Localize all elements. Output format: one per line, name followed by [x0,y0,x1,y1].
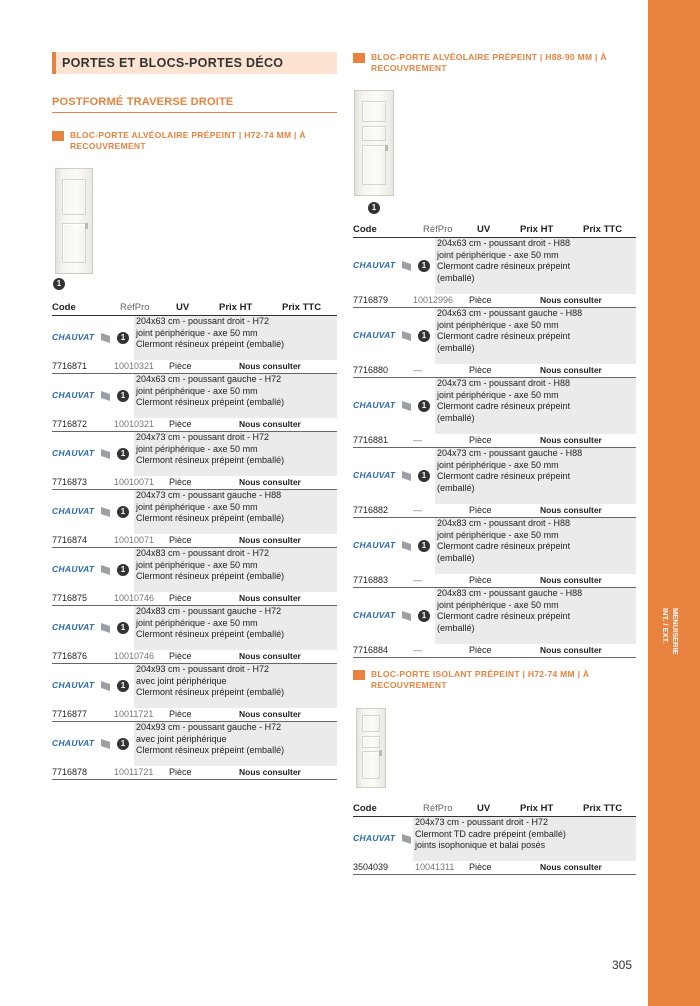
product-code: 7716882 [353,505,389,515]
table-row [52,316,337,374]
chauvat-logo [353,609,411,623]
product-code: 7716872 [52,419,88,429]
brand-name: CHAUVAT [353,470,396,480]
unit: Pièce [169,477,192,487]
table-row [353,378,636,448]
product-code: 7716884 [353,645,389,655]
header-ref: RéfPro [423,224,453,235]
description-line: (emballé) [437,342,475,353]
description-line: joint périphérique - axe 50 mm [136,327,258,338]
brand-name: CHAUVAT [52,506,95,516]
product-description [435,448,636,504]
row-meta [353,364,636,378]
description-line: Clermont résineux prépeint (emballé) [136,745,285,755]
price-value: Nous consulter [540,505,602,515]
header-prix-ht: Prix HT [520,224,554,235]
ref-pro: — [413,505,422,515]
chauvat-logo [52,679,110,693]
item-number-badge: 1 [117,680,129,692]
image-badge: 1 [53,278,65,290]
chauvat-logo [353,259,411,273]
description-line: joint périphérique - axe 50 mm [136,385,258,396]
product-table-right-bottom [353,801,636,875]
brand-name: CHAUVAT [353,833,396,843]
product-description [134,722,337,766]
chauvat-logo [353,539,411,553]
description-line: 204x93 cm - poussant gauche - H72 [136,722,282,732]
row-meta [52,476,337,490]
brand-name: CHAUVAT [52,680,95,690]
unit: Pièce [469,575,492,585]
brand-flag-icon [402,611,411,621]
table-row [353,308,636,378]
table-body [353,238,636,658]
section-heading-left [52,130,337,152]
product-code: 7716879 [353,295,389,305]
heading-square-icon [52,131,64,141]
door-image [55,168,93,274]
table-row [353,817,636,875]
row-meta [353,294,636,308]
description-line: 204x63 cm - poussant droit - H72 [136,316,270,326]
brand-flag-icon [101,739,110,749]
brand-flag-icon [402,331,411,341]
product-code: 7716880 [353,365,389,375]
description-line: 204x73 cm - poussant droit - H72 [136,432,270,442]
table-body [52,316,337,780]
product-description [134,432,337,476]
product-code: 7716881 [353,435,389,445]
item-number-badge: 1 [117,332,129,344]
item-number-badge: 1 [117,564,129,576]
item-number-badge: 1 [418,330,430,342]
ref-pro: — [413,435,422,445]
ref-pro: — [413,645,422,655]
header-ref: RéfPro [120,302,150,313]
description-line: Clermont cadre résineux prépeint [437,401,571,411]
chauvat-logo [52,563,110,577]
description-line: 204x83 cm - poussant gauche - H88 [437,588,583,598]
header-uv: UV [176,302,190,313]
brand-flag-icon [101,391,110,401]
ref-pro: — [413,575,422,585]
row-meta [52,534,337,548]
product-table-left [52,300,337,780]
table-header [52,300,337,316]
unit: Pièce [169,593,192,603]
brand-name: CHAUVAT [353,260,396,270]
brand-name: CHAUVAT [353,400,396,410]
unit: Pièce [469,435,492,445]
header-code: Code [353,803,377,814]
item-number-badge: 1 [117,390,129,402]
description-line: Clermont résineux prépeint (emballé) [136,687,285,697]
description-line: Clermont cadre résineux prépeint [437,611,571,621]
table-header [353,801,636,817]
description-line: joint périphérique - axe 50 mm [437,389,559,400]
description-line: (emballé) [437,622,475,633]
item-number-badge: 1 [418,610,430,622]
brand-name: CHAUVAT [52,622,95,632]
description-line: Clermont résineux prépeint (emballé) [136,455,285,465]
description-line: Clermont résineux prépeint (emballé) [136,629,285,639]
chauvat-logo [353,832,411,846]
brand-flag-icon [101,449,110,459]
description-line: joint périphérique - axe 50 mm [437,599,559,610]
ref-pro: — [413,365,422,375]
unit: Pièce [169,535,192,545]
price-value: Nous consulter [239,361,301,371]
chauvat-logo [52,505,110,519]
side-tab-line-1: MENUISERIE [671,608,680,655]
row-meta [353,574,636,588]
product-description [435,588,636,644]
description-line: joint périphérique - axe 50 mm [136,559,258,570]
price-value: Nous consulter [239,535,301,545]
ref-pro: 10010071 [114,535,155,545]
header-prix-ttc: Prix TTC [282,302,322,313]
table-row [52,606,337,664]
item-number-badge: 1 [418,260,430,272]
header-uv: UV [477,224,491,235]
table-row [52,432,337,490]
brand-name: CHAUVAT [353,540,396,550]
product-description [134,606,337,650]
table-header [353,222,636,238]
table-row [52,664,337,722]
ref-pro: 10041311 [415,862,455,872]
header-code: Code [52,302,76,313]
description-line: Clermont cadre résineux prépeint [437,331,571,341]
brand-name: CHAUVAT [52,564,95,574]
heading-line-1: BLOC-PORTE ALVÉOLAIRE PRÉPEINT | H88-90 MM | À [371,52,607,62]
brand-flag-icon [101,681,110,691]
unit: Pièce [169,651,192,661]
product-description [134,374,337,418]
ref-pro: 10012996 [413,295,454,305]
price-value: Nous consulter [540,645,602,655]
header-code: Code [353,224,377,235]
ref-pro: 10011721 [114,767,154,777]
product-table-right-top [353,222,636,658]
brand-name: CHAUVAT [52,448,95,458]
ref-pro: 10010746 [114,651,155,661]
ref-pro: 10010321 [114,361,155,371]
product-code: 7716874 [52,535,88,545]
page-title: PORTES ET BLOCS-PORTES DÉCO [52,52,337,74]
header-prix-ttc: Prix TTC [583,803,623,814]
item-number-badge: 1 [418,400,430,412]
description-line: Clermont résineux prépeint (emballé) [136,339,285,349]
description-line: joint périphérique - axe 50 mm [437,249,559,260]
side-tab [648,0,700,1006]
row-meta [52,766,337,780]
brand-flag-icon [402,834,411,844]
section-heading-right-top [353,52,636,74]
unit: Pièce [469,505,492,515]
chauvat-logo [353,469,411,483]
table-row [353,588,636,658]
description-line: joint périphérique - axe 50 mm [136,617,258,628]
description-line: (emballé) [437,412,475,423]
brand-name: CHAUVAT [353,330,396,340]
price-value: Nous consulter [540,575,602,585]
heading-line-1: BLOC-PORTE ALVÉOLAIRE PRÉPEINT | H72-74 MM | À [70,130,306,140]
description-line: 204x63 cm - poussant gauche - H72 [136,374,282,384]
brand-flag-icon [402,541,411,551]
description-line: Clermont résineux prépeint (emballé) [136,397,285,407]
brand-flag-icon [101,565,110,575]
chauvat-logo [353,329,411,343]
heading-square-icon [353,670,365,680]
price-value: Nous consulter [239,651,301,661]
section-heading-right-bottom [353,669,636,691]
chauvat-logo [52,389,110,403]
chauvat-logo [52,737,110,751]
unit: Pièce [169,709,192,719]
door-image [354,90,394,196]
description-line: Clermont résineux prépeint (emballé) [136,571,285,581]
side-tab-line-2: INT. / EXT. [661,608,670,644]
description-line: 204x73 cm - poussant droit - H88 [437,378,571,388]
brand-flag-icon [402,401,411,411]
description-line: 204x83 cm - poussant droit - H88 [437,518,571,528]
row-meta [52,592,337,606]
description-line: Clermont cadre résineux prépeint [437,541,571,551]
image-badge: 1 [368,202,380,214]
table-row [353,238,636,308]
description-line: Clermont TD cadre prépeint (emballé) [415,828,566,839]
description-line: joints isophonique et balai posés [415,840,546,850]
product-code: 7716878 [52,767,88,777]
row-meta [52,650,337,664]
header-prix-ht: Prix HT [520,803,554,814]
brand-flag-icon [101,623,110,633]
description-line: (emballé) [437,272,475,283]
page-number: 305 [612,958,633,972]
unit: Pièce [469,645,492,655]
product-description [435,518,636,574]
product-description [134,548,337,592]
description-line: joint périphérique - axe 50 mm [437,319,559,330]
brand-name: CHAUVAT [52,390,95,400]
description-line: Clermont cadre résineux prépeint [437,261,571,271]
price-value: Nous consulter [540,295,602,305]
description-line: 204x73 cm - poussant gauche - H88 [437,448,583,458]
description-line: (emballé) [437,482,475,493]
item-number-badge: 1 [117,622,129,634]
brand-name: CHAUVAT [52,332,95,342]
unit: Pièce [169,767,192,777]
brand-name: CHAUVAT [52,738,95,748]
row-meta [52,708,337,722]
table-row [353,448,636,518]
price-value: Nous consulter [239,709,301,719]
product-description [134,664,337,708]
brand-flag-icon [402,261,411,271]
chauvat-logo [52,331,110,345]
header-ref: RéfPro [423,803,453,814]
heading-line-1: BLOC-PORTE ISOLANT PRÉPEINT | H72-74 MM | À [371,669,590,679]
header-prix-ttc: Prix TTC [583,224,623,235]
item-number-badge: 1 [117,448,129,460]
price-value: Nous consulter [540,862,602,872]
door-image [356,708,386,788]
chauvat-logo [52,621,110,635]
product-description [134,316,337,360]
description-line: 204x83 cm - poussant gauche - H72 [136,606,282,616]
table-body [353,817,636,875]
table-row [52,374,337,432]
row-meta [52,360,337,374]
description-line: Clermont résineux prépeint (emballé) [136,513,285,523]
item-number-badge: 1 [117,506,129,518]
table-row [52,722,337,780]
description-line: joint périphérique - axe 50 mm [136,501,258,512]
description-line: (emballé) [437,552,475,563]
ref-pro: 10010746 [114,593,155,603]
brand-flag-icon [101,507,110,517]
price-value: Nous consulter [239,419,301,429]
row-meta [353,434,636,448]
description-line: 204x73 cm - poussant gauche - H88 [136,490,282,500]
description-line: 204x73 cm - poussant droit - H72 [415,817,549,827]
brand-flag-icon [101,333,110,343]
product-code: 7716871 [52,361,88,371]
description-line: joint périphérique - axe 50 mm [136,443,258,454]
description-line: 204x63 cm - poussant droit - H88 [437,238,571,248]
unit: Pièce [469,365,492,375]
product-description [435,238,636,294]
item-number-badge: 1 [117,738,129,750]
price-value: Nous consulter [239,477,301,487]
price-value: Nous consulter [540,435,602,445]
row-meta [353,504,636,518]
description-line: 204x83 cm - poussant droit - H72 [136,548,270,558]
product-description [413,817,636,861]
description-line: 204x93 cm - poussant droit - H72 [136,664,270,674]
price-value: Nous consulter [239,593,301,603]
unit: Pièce [469,295,492,305]
product-code: 7716876 [52,651,88,661]
product-code: 7716883 [353,575,389,585]
section-subtitle: POSTFORMÉ TRAVERSE DROITE [52,96,337,113]
product-description [435,378,636,434]
item-number-badge: 1 [418,470,430,482]
product-description [134,490,337,534]
brand-flag-icon [402,471,411,481]
description-line: 204x63 cm - poussant gauche - H88 [437,308,583,318]
product-description [435,308,636,364]
heading-line-2: RECOUVREMENT [371,63,447,73]
product-code: 7716875 [52,593,88,603]
header-prix-ht: Prix HT [219,302,253,313]
heading-line-2: RECOUVREMENT [70,141,146,151]
side-tab-label [658,608,688,668]
product-code: 3504039 [353,862,389,872]
item-number-badge: 1 [418,540,430,552]
table-row [353,518,636,588]
table-row [52,490,337,548]
description-line: avec joint périphérique [136,733,227,744]
chauvat-logo [353,399,411,413]
unit: Pièce [469,862,492,872]
description-line: joint périphérique - axe 50 mm [437,459,559,470]
row-meta [353,861,636,875]
description-line: joint périphérique - axe 50 mm [437,529,559,540]
description-line: avec joint périphérique [136,675,227,686]
unit: Pièce [169,361,192,371]
price-value: Nous consulter [540,365,602,375]
row-meta [52,418,337,432]
product-code: 7716877 [52,709,88,719]
product-code: 7716873 [52,477,88,487]
brand-name: CHAUVAT [353,610,396,620]
ref-pro: 10010071 [114,477,155,487]
price-value: Nous consulter [239,767,301,777]
description-line: Clermont cadre résineux prépeint [437,471,571,481]
header-uv: UV [477,803,491,814]
heading-line-2: RECOUVREMENT [371,680,447,690]
unit: Pièce [169,419,192,429]
ref-pro: 10011721 [114,709,154,719]
heading-square-icon [353,53,365,63]
table-row [52,548,337,606]
row-meta [353,644,636,658]
chauvat-logo [52,447,110,461]
ref-pro: 10010321 [114,419,155,429]
